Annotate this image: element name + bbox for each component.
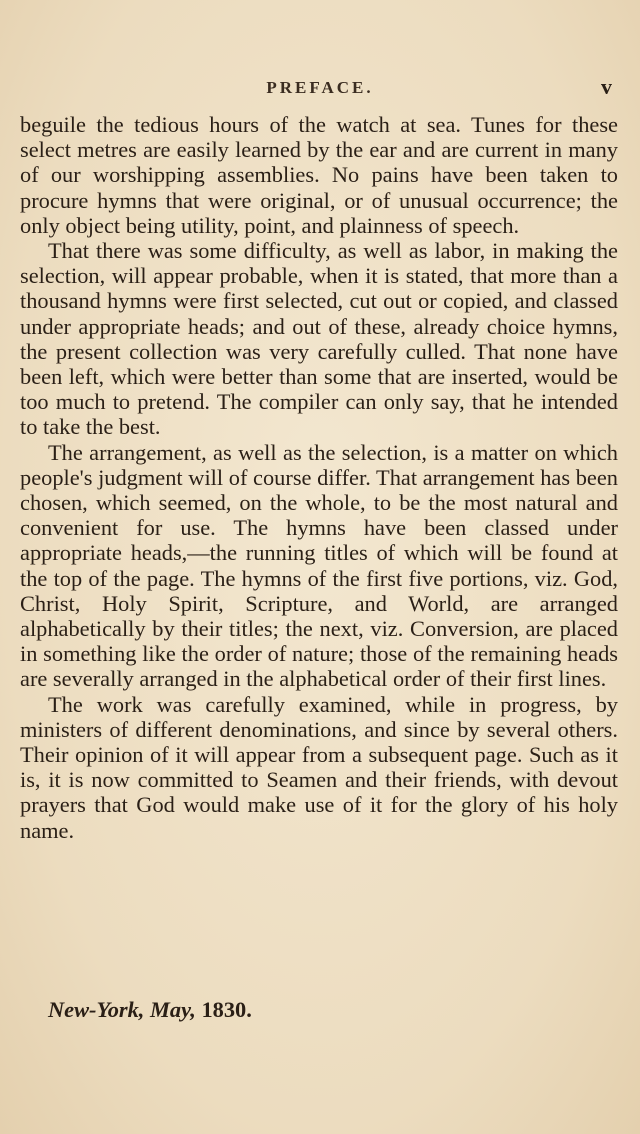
place-date-signature	[48, 997, 252, 1023]
running-title: PREFACE.	[266, 78, 374, 97]
page-header	[20, 74, 620, 104]
signature-year: 1830.	[201, 997, 252, 1022]
signature-month: May,	[150, 997, 196, 1022]
preface-text	[20, 112, 618, 843]
paragraph-arrangement: The arrangement, as well as the selection, is a matter on which people's judgment will of course differ. That arrangement has been chosen, which seemed, on the whole, to be the most natural and convenient for use. The hymns have been classed under appropriate heads,—the running titles of which will be found at the top of the page. The hymns of the first five portions, viz. God, Christ, Holy Spirit, Scripture, and World, are arranged alphabetically by their titles; the next, viz. Conversion, are placed in something like the order of nature; those of the remaining heads are severally arranged in the alphabetical order of their first lines.	[20, 439, 618, 692]
paragraph-examination: The work was carefully examined, while in progress, by ministers of different denominations, and since by several others. Their opinion of it will appear from a subsequent page. Such as it is, it is now committed to Seamen and their friends, with devout prayers that God would make use of it for the glory of his holy name.	[20, 691, 618, 843]
paragraph-continued: beguile the tedious hours of the watch at sea. Tunes for these select metres are easily learned by the ear and are current in many of our worshipping assemblies. No pains have been taken to procure hymns that were original, or of unusual occurrence; the only object being utility, point, and plainness of speech.	[20, 112, 618, 238]
page-number: v	[601, 74, 612, 99]
signature-city: New-York,	[48, 997, 145, 1022]
paragraph-selection: That there was some difficulty, as well as labor, in making the selection, will appear probable, when it is stated, that more than a thousand hymns were first selected, cut out or copied, and classed under appropriate heads; and out of these, already choice hymns, the present collection was very carefully culled. That none have been left, which were better than some that are inserted, would be too much to pretend. The compiler can only say, that he intended to take the best.	[20, 238, 618, 440]
